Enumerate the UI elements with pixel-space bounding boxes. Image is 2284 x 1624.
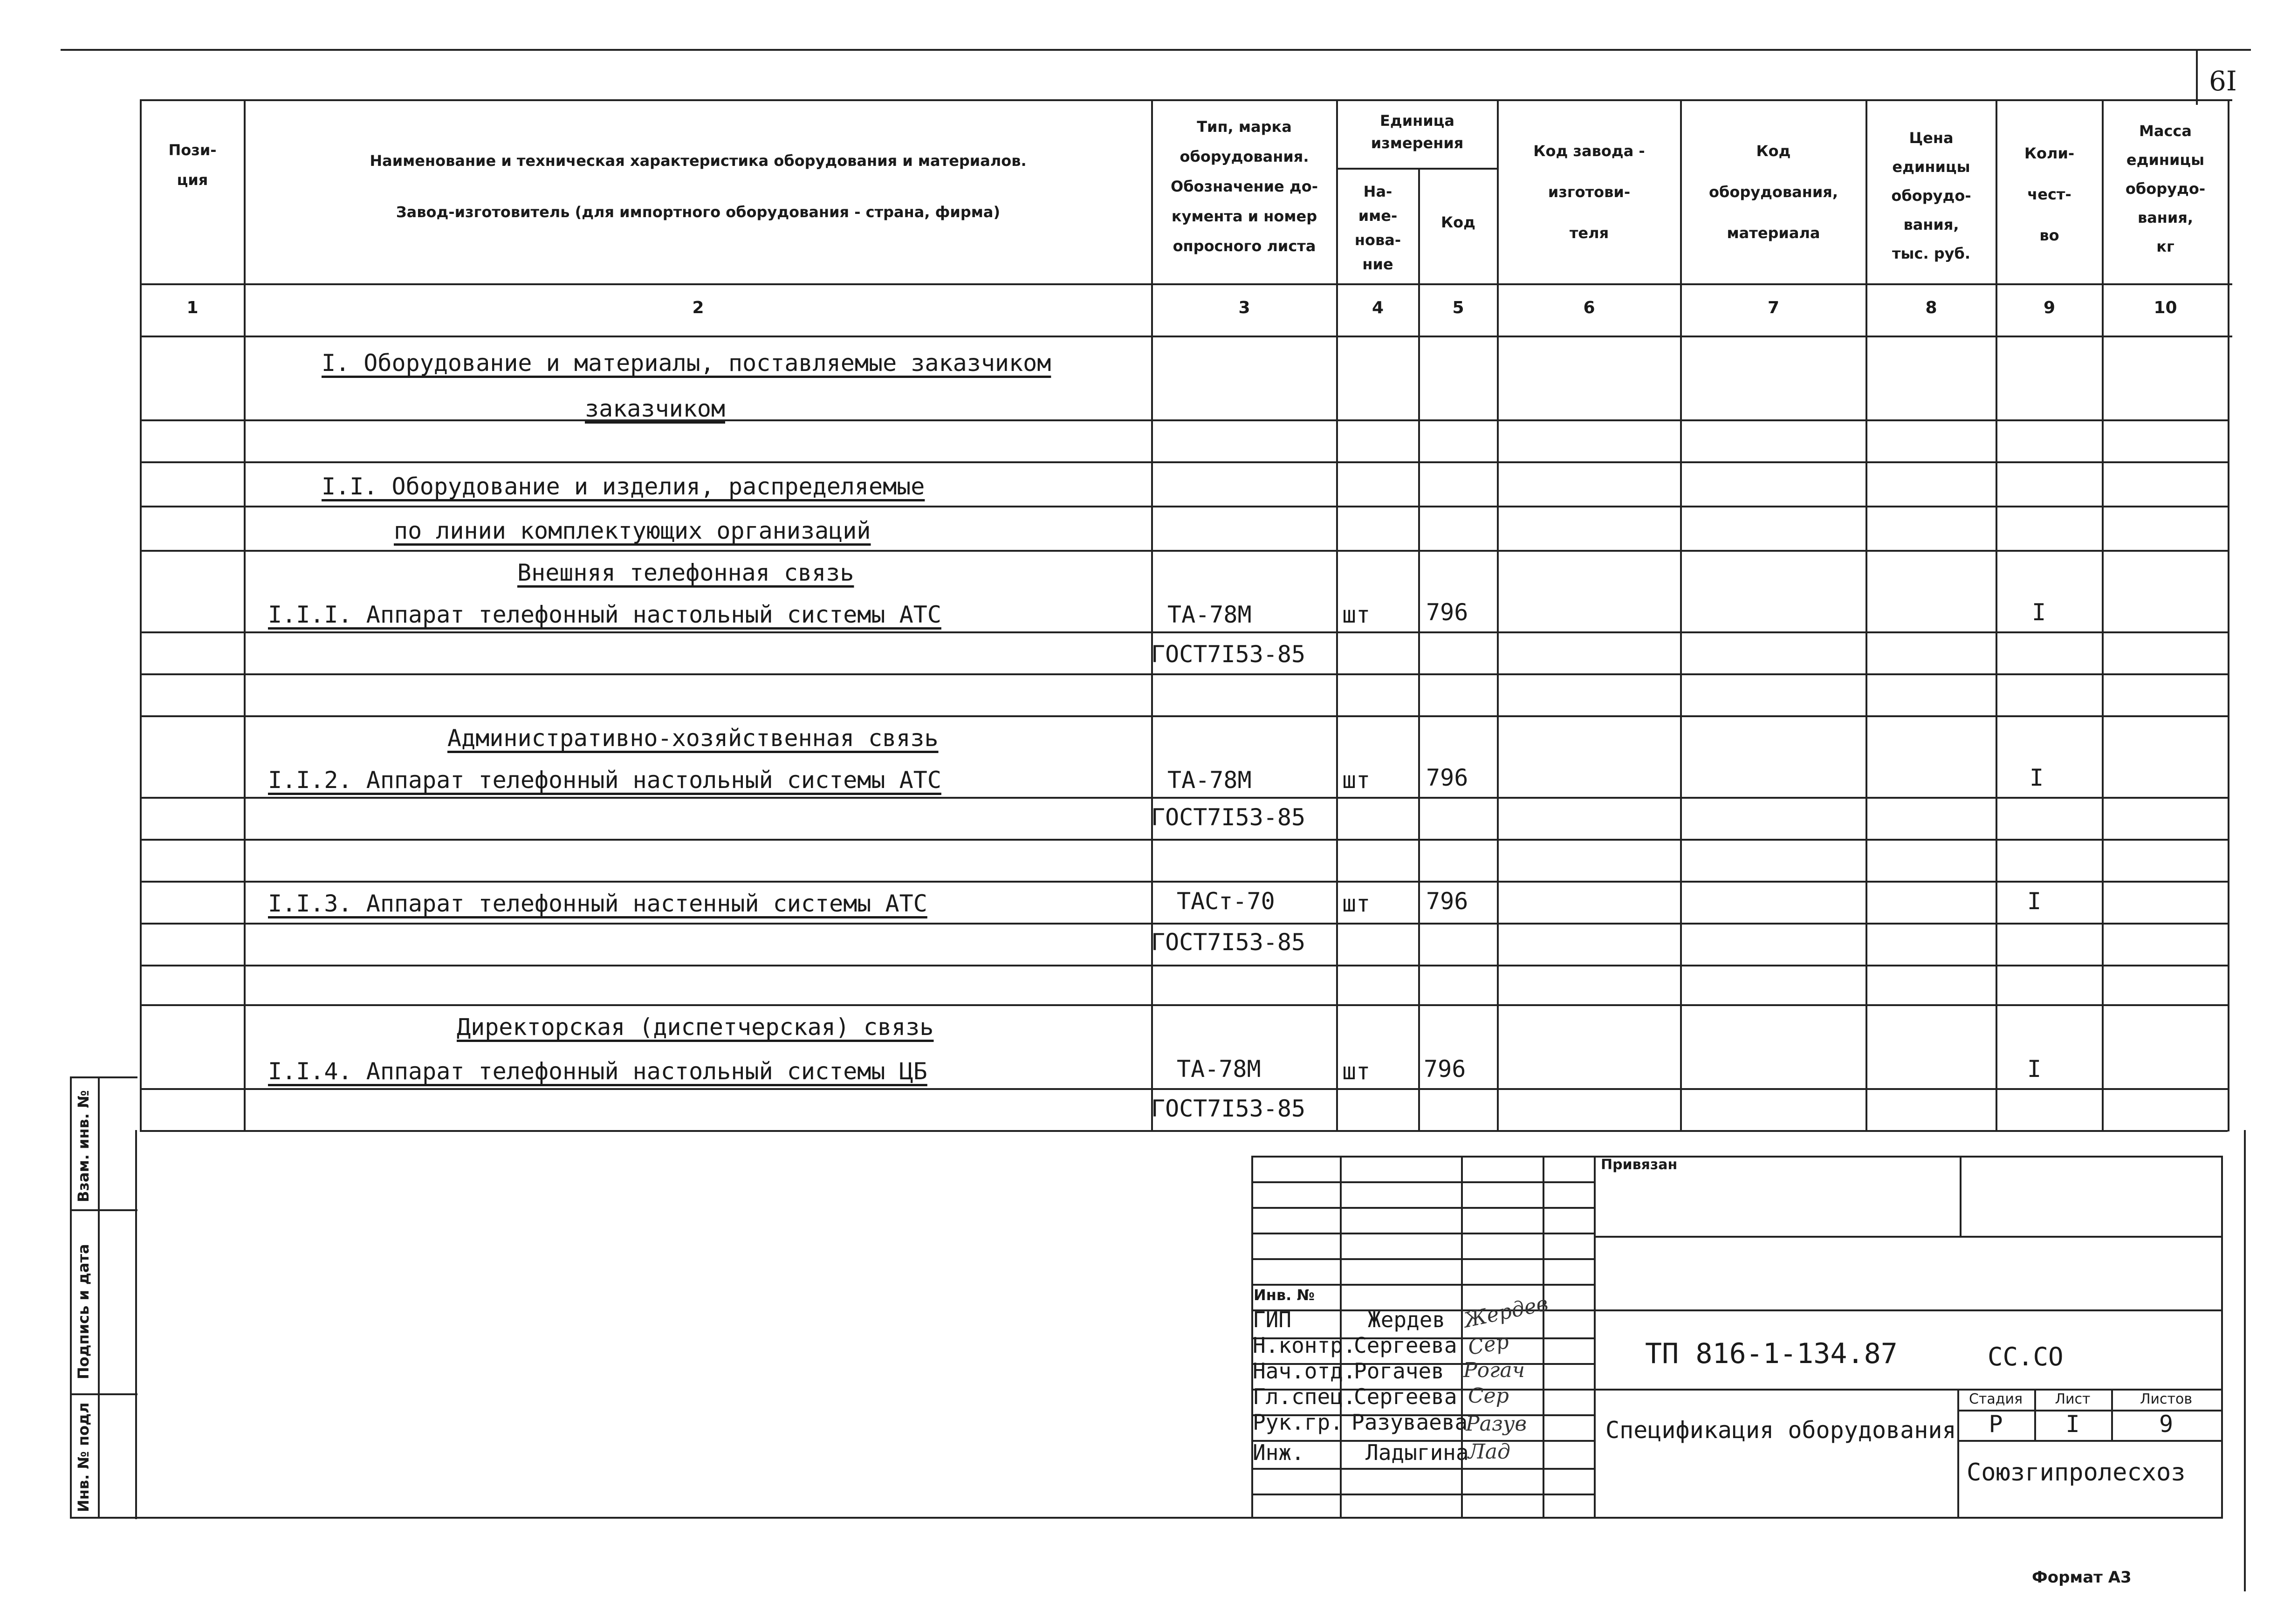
row-line: [140, 881, 2228, 883]
column-number: 9: [2043, 298, 2056, 317]
tb-role: Инж.: [1253, 1440, 1304, 1465]
row-line: [140, 839, 2228, 841]
item-unit: шт: [1342, 601, 1371, 628]
tb-row: [1251, 1258, 1596, 1260]
tb-privyazan-split: [1960, 1156, 1962, 1237]
section-1-1-title: I.I. Оборудование и изделия, распределяемые: [322, 473, 925, 500]
item-qty: I: [2027, 888, 2042, 915]
item-unit: шт: [1342, 890, 1371, 917]
tb-sheet-label: Лист: [2055, 1391, 2091, 1407]
header-unit: Единица измерения: [1371, 112, 1464, 152]
side-label-vzam: Взам. инв. №: [75, 1090, 92, 1202]
item-type: ТА-78М: [1167, 601, 1252, 628]
tb-code-top: [1594, 1309, 2223, 1311]
item-name: I.I.4. Аппарат телефонный настольный системы ЦБ: [268, 1058, 927, 1085]
header-position: Пози- ция: [168, 141, 217, 189]
tb-role-name: Сергеева: [1354, 1333, 1457, 1358]
column-number: 1: [186, 298, 199, 317]
item-doc: ГОСТ7I53-85: [1151, 804, 1306, 831]
tb-row: [1251, 1233, 1596, 1234]
item-unit: шт: [1342, 767, 1371, 794]
header-equipment-code: Код оборудования, материала: [1709, 142, 1838, 242]
right-margin-line: [2244, 1130, 2246, 1591]
column-number: 5: [1452, 298, 1464, 317]
item-type: ТАСт-70: [1177, 888, 1275, 915]
tb-top: [1251, 1156, 2223, 1158]
item-qty: I: [2027, 1055, 2042, 1083]
side-label-inv: Инв. № подл: [75, 1402, 92, 1512]
tb-title: Спецификация оборудования: [1605, 1417, 1956, 1444]
tb-row: [1251, 1207, 1596, 1209]
col-line-10: [2228, 99, 2229, 1131]
row-line: [140, 673, 2228, 675]
tb-role-name: Сергеева: [1354, 1384, 1457, 1409]
row-line: [140, 461, 2228, 463]
row-line: [140, 550, 2228, 552]
tb-col4: [1594, 1156, 1596, 1518]
tb-row: [1251, 1468, 1596, 1470]
side-box-left: [70, 1076, 72, 1518]
tb-signature: Рогач: [1463, 1358, 1525, 1382]
col-line-1: [244, 99, 246, 1131]
column-number: 3: [1238, 298, 1250, 317]
sheet-number-box-left: [2196, 49, 2198, 105]
header-mass: Масса единицы оборудо- вания, кг: [2125, 122, 2206, 255]
tb-title-split: [1957, 1389, 1959, 1518]
tb-sheet: I: [2065, 1411, 2080, 1438]
item-type: ТА-78М: [1167, 767, 1252, 794]
column-number: 6: [1583, 298, 1595, 317]
side-box-div2: [70, 1393, 137, 1395]
item-qty: I: [2030, 764, 2044, 791]
tb-role: Гл.спец.: [1253, 1384, 1356, 1409]
tb-role-name: Ладыгина: [1365, 1440, 1469, 1465]
row-line: [140, 797, 2228, 799]
row-line: [140, 1088, 2228, 1090]
item-code: 796: [1424, 1055, 1466, 1083]
header-name: Наименование и техническая характеристика оборудования и материалов. Завод-изготовитель (для импортного оборудования - страна, фирма): [370, 152, 1027, 221]
subsection-admin: Административно-хозяйственная связь: [447, 725, 939, 752]
column-number: 10: [2154, 298, 2177, 317]
item-name: I.I.I. Аппарат телефонный настольный системы АТС: [268, 601, 941, 628]
column-number: 7: [1767, 298, 1780, 317]
row-line: [140, 715, 2228, 717]
row-line: [140, 506, 2228, 507]
row-line: [140, 923, 2228, 925]
row-line: [140, 631, 2228, 633]
item-name: I.I.3. Аппарат телефонный настенный системы АТС: [268, 890, 927, 917]
lower-frame-bottom: [70, 1517, 2223, 1519]
item-qty: I: [2032, 599, 2046, 626]
format-label: Формат А3: [2032, 1568, 2132, 1587]
tb-role: ГИП: [1253, 1307, 1292, 1332]
tb-role: Н.контр.: [1253, 1333, 1356, 1358]
row-line: [140, 419, 2228, 421]
item-doc: ГОСТ7I53-85: [1151, 641, 1306, 668]
tb-role-name: Разуваева: [1351, 1410, 1468, 1435]
side-box-mid: [98, 1076, 100, 1518]
header-factory-code: Код завода - изготови- теля: [1533, 142, 1645, 242]
tb-row: [1251, 1181, 1596, 1183]
tb-signature: Сер: [1466, 1329, 1511, 1360]
item-code: 796: [1426, 764, 1468, 791]
col-line-5: [1497, 99, 1499, 1131]
row-line: [140, 965, 2228, 966]
tb-role: Рук.гр.: [1253, 1410, 1343, 1435]
unit-subheader-line: [1336, 168, 1497, 170]
tb-org: Союзгипролесхоз: [1967, 1459, 2186, 1487]
tb-right: [2221, 1156, 2223, 1518]
side-box-div1: [70, 1209, 137, 1211]
item-doc: ГОСТ7I53-85: [1151, 1095, 1306, 1122]
item-name: I.I.2. Аппарат телефонный настольный системы АТС: [268, 767, 941, 794]
column-number: 8: [1925, 298, 1937, 317]
tb-privyazan-label: Привязан: [1601, 1157, 1678, 1173]
tb-sheets: 9: [2159, 1411, 2174, 1438]
tb-privyazan-bottom: [1594, 1236, 2223, 1238]
colnum-bottom-line: [140, 336, 2232, 337]
table-bottom-line: [140, 1130, 2228, 1132]
tb-role: Нач.отд.: [1253, 1358, 1356, 1384]
tb-row: [1251, 1284, 1596, 1286]
tb-role-name: Рогачев: [1354, 1358, 1444, 1384]
tb-signature: Лад: [1468, 1440, 1510, 1464]
tb-title-top: [1594, 1389, 2223, 1391]
tb-signature: Сер: [1468, 1384, 1509, 1408]
tb-inv-no: Инв. №: [1254, 1286, 1315, 1304]
item-doc: ГОСТ7I53-85: [1151, 929, 1306, 956]
header-unit-code: Код: [1441, 213, 1475, 231]
header-price: Цена единицы оборудо- вания, тыс. руб.: [1891, 129, 1971, 262]
column-number: 4: [1372, 298, 1384, 317]
section-1-title-cont: заказчиком: [585, 395, 726, 422]
section-1-1-title-cont: по линии комплектующих организаций: [394, 517, 871, 544]
header-unit-name: На- име- нова- ние: [1354, 183, 1401, 273]
tb-stage-label: Стадия: [1968, 1391, 2023, 1407]
section-1-title: I. Оборудование и материалы, поставляемые заказчиком: [322, 349, 1051, 377]
top-border: [61, 49, 2251, 51]
item-type: ТА-78М: [1177, 1055, 1261, 1083]
header-bottom-line: [140, 283, 2232, 285]
subsection-external: Внешняя телефонная связь: [517, 559, 854, 586]
header-type: Тип, марка оборудования. Обозначение до- кумента и номер опросного листа: [1171, 118, 1318, 255]
tb-signature: Жердев: [1461, 1291, 1550, 1333]
row-line: [140, 1004, 2228, 1006]
subsection-director: Директорская (диспетчерская) связь: [457, 1014, 934, 1041]
tb-stage: Р: [1989, 1411, 2003, 1438]
table-top-line: [140, 99, 2232, 101]
tb-signature: Разув: [1466, 1412, 1527, 1436]
tb-sheets-label: Листов: [2140, 1391, 2193, 1407]
tb-row: [1251, 1494, 1596, 1495]
tb-doc-code: ТП 816-1-134.87: [1645, 1337, 1898, 1370]
header-quantity: Коли- чест- во: [2024, 144, 2075, 244]
side-label-podpis: Подпись и дата: [75, 1244, 92, 1379]
side-box-top: [70, 1076, 137, 1078]
lower-frame-left: [135, 1130, 137, 1519]
column-number: 2: [692, 298, 704, 317]
item-unit: шт: [1342, 1058, 1371, 1085]
tb-stage-bottom: [1957, 1440, 2223, 1442]
sheet-number: 6I: [2209, 65, 2237, 97]
tb-role-name: Жердев: [1368, 1307, 1446, 1332]
item-code: 796: [1426, 888, 1468, 915]
tb-doc-mark: СС.СО: [1988, 1342, 2064, 1371]
tb-col3: [1543, 1156, 1544, 1518]
item-code: 796: [1426, 599, 1468, 626]
col-line-0: [140, 99, 142, 1131]
col-line-6: [1680, 99, 1682, 1131]
